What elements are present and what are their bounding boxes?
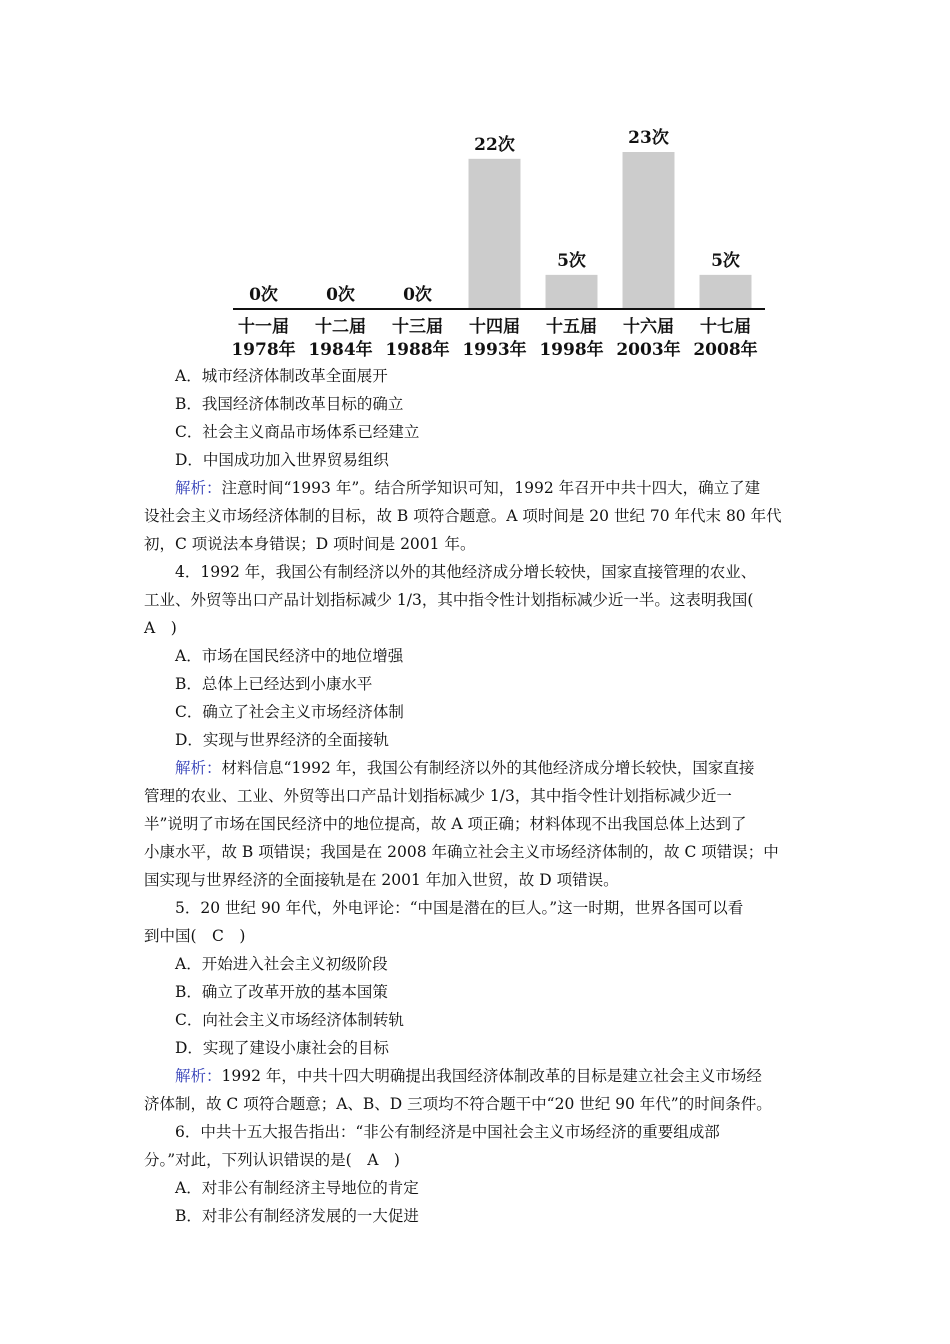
x-tick-year: 1988年 — [385, 340, 450, 360]
q3-option-c: C．社会主义商品市场体系已经建立 — [175, 423, 420, 441]
x-tick-year: 2003年 — [616, 340, 681, 360]
q4-option-a: A．市场在国民经济中的地位增强 — [175, 647, 404, 665]
bar-value-label: 5次 — [711, 250, 740, 271]
bar-value-label: 22次 — [474, 134, 515, 155]
q5-stem-line-2: 到中国( C ) — [144, 927, 246, 945]
analysis-label: 解析： — [175, 759, 222, 777]
x-tick-session: 十六届 — [623, 317, 674, 337]
q5-option-a: A．开始进入社会主义初级阶段 — [175, 955, 388, 973]
bar-value-label: 23次 — [628, 128, 669, 148]
q6-stem-line-1: 6．中共十五大报告指出：“非公有制经济是中国社会主义市场经济的重要组成部 — [175, 1123, 720, 1141]
q4-analysis-line-1: 解析：材料信息“1992 年，我国公有制经济以外的其他经济成分增长较快，国家直接 — [175, 759, 755, 777]
x-tick-year: 1998年 — [539, 340, 604, 360]
q3-analysis-line-2: 设社会主义市场经济体制的目标，故 B 项符合题意。A 项时间是 20 世纪 70 年代末 80 年代 — [144, 507, 782, 525]
q5-stem-line-1: 5．20 世纪 90 年代，外电评论：“中国是潜在的巨人。”这一时期，世界各国可以看 — [175, 899, 744, 917]
q3-option-b: B．我国经济体制改革目标的确立 — [175, 395, 404, 413]
x-tick-session: 十四届 — [469, 317, 520, 337]
x-tick-session: 十五届 — [546, 317, 597, 337]
question-content — [144, 362, 814, 1230]
q3-option-d: D．中国成功加入世界贸易组织 — [175, 451, 389, 469]
q3-analysis-line-1: 解析：注意时间“1993 年”。结合所学知识可知，1992 年召开中共十四大，确立了建 — [175, 479, 761, 497]
bar — [623, 152, 675, 309]
bar — [546, 275, 598, 309]
x-tick-year: 1993年 — [462, 340, 527, 360]
q4-stem-line-1: 4．1992 年，我国公有制经济以外的其他经济成分增长较快，国家直接管理的农业、 — [175, 563, 757, 581]
bar — [700, 275, 752, 309]
bar-value-label: 0次 — [249, 285, 278, 305]
analysis-label: 解析： — [175, 479, 222, 497]
q4-analysis-line-3: 半”说明了市场在国民经济中的地位提高，故 A 项正确；材料体现不出我国总体上达到了 — [144, 815, 747, 833]
q3-option-a: A．城市经济体制改革全面展开 — [175, 367, 388, 385]
q5-option-d: D．实现了建设小康社会的目标 — [175, 1039, 389, 1057]
bar-value-label: 5次 — [557, 250, 586, 271]
q4-option-c: C．确立了社会主义市场经济体制 — [175, 703, 404, 721]
q5-analysis-line-1: 解析：1992 年，中共十四大明确提出我国经济体制改革的目标是建立社会主义市场经 — [175, 1067, 762, 1085]
analysis-label: 解析： — [175, 1067, 222, 1085]
bar — [469, 159, 521, 309]
x-tick-year: 2008年 — [693, 340, 758, 360]
q6-stem-line-2: 分。”对此，下列认识错误的是( A ) — [144, 1151, 400, 1169]
q4-stem-line-3: A ) — [144, 619, 177, 637]
x-tick-session: 十二届 — [315, 317, 366, 337]
q5-option-b: B．确立了改革开放的基本国策 — [175, 983, 388, 1001]
q6-option-a: A．对非公有制经济主导地位的肯定 — [175, 1179, 419, 1197]
bar-value-label: 0次 — [403, 285, 432, 305]
bar-value-label: 0次 — [326, 285, 355, 305]
q4-analysis-line-4: 小康水平，故 B 项错误；我国是在 2008 年确立社会主义市场经济体制的，故 C 项错误；中 — [144, 843, 779, 861]
q3-analysis-line-3: 初，C 项说法本身错误；D 项时间是 2001 年。 — [144, 535, 476, 553]
q4-stem-line-2: 工业、外贸等出口产品计划指标减少 1/3，其中指令性计划指标减少近一半。这表明我国( — [144, 591, 754, 609]
x-tick-session: 十三届 — [392, 317, 443, 337]
q5-option-c: C．向社会主义市场经济体制转轨 — [175, 1011, 404, 1029]
q6-option-b: B．对非公有制经济发展的一大促进 — [175, 1207, 419, 1225]
q4-analysis-line-2: 管理的农业、工业、外贸等出口产品计划指标减少 1/3，其中指令性计划指标减少近一 — [144, 787, 732, 805]
q4-option-b: B．总体上已经达到小康水平 — [175, 675, 373, 693]
x-tick-year: 1978年 — [231, 340, 296, 360]
q4-analysis-line-5: 国实现与世界经济的全面接轨是在 2001 年加入世贸，故 D 项错误。 — [144, 871, 619, 889]
x-tick-session: 十七届 — [700, 317, 751, 337]
election-count-bar-chart — [225, 120, 785, 365]
q5-analysis-line-2: 济体制，故 C 项符合题意；A、B、D 三项均不符合题干中“20 世纪 90 年代”的时间条件。 — [144, 1095, 772, 1113]
q4-option-d: D．实现与世界经济的全面接轨 — [175, 731, 389, 749]
x-tick-session: 十一届 — [238, 317, 289, 337]
x-tick-year: 1984年 — [308, 340, 373, 360]
